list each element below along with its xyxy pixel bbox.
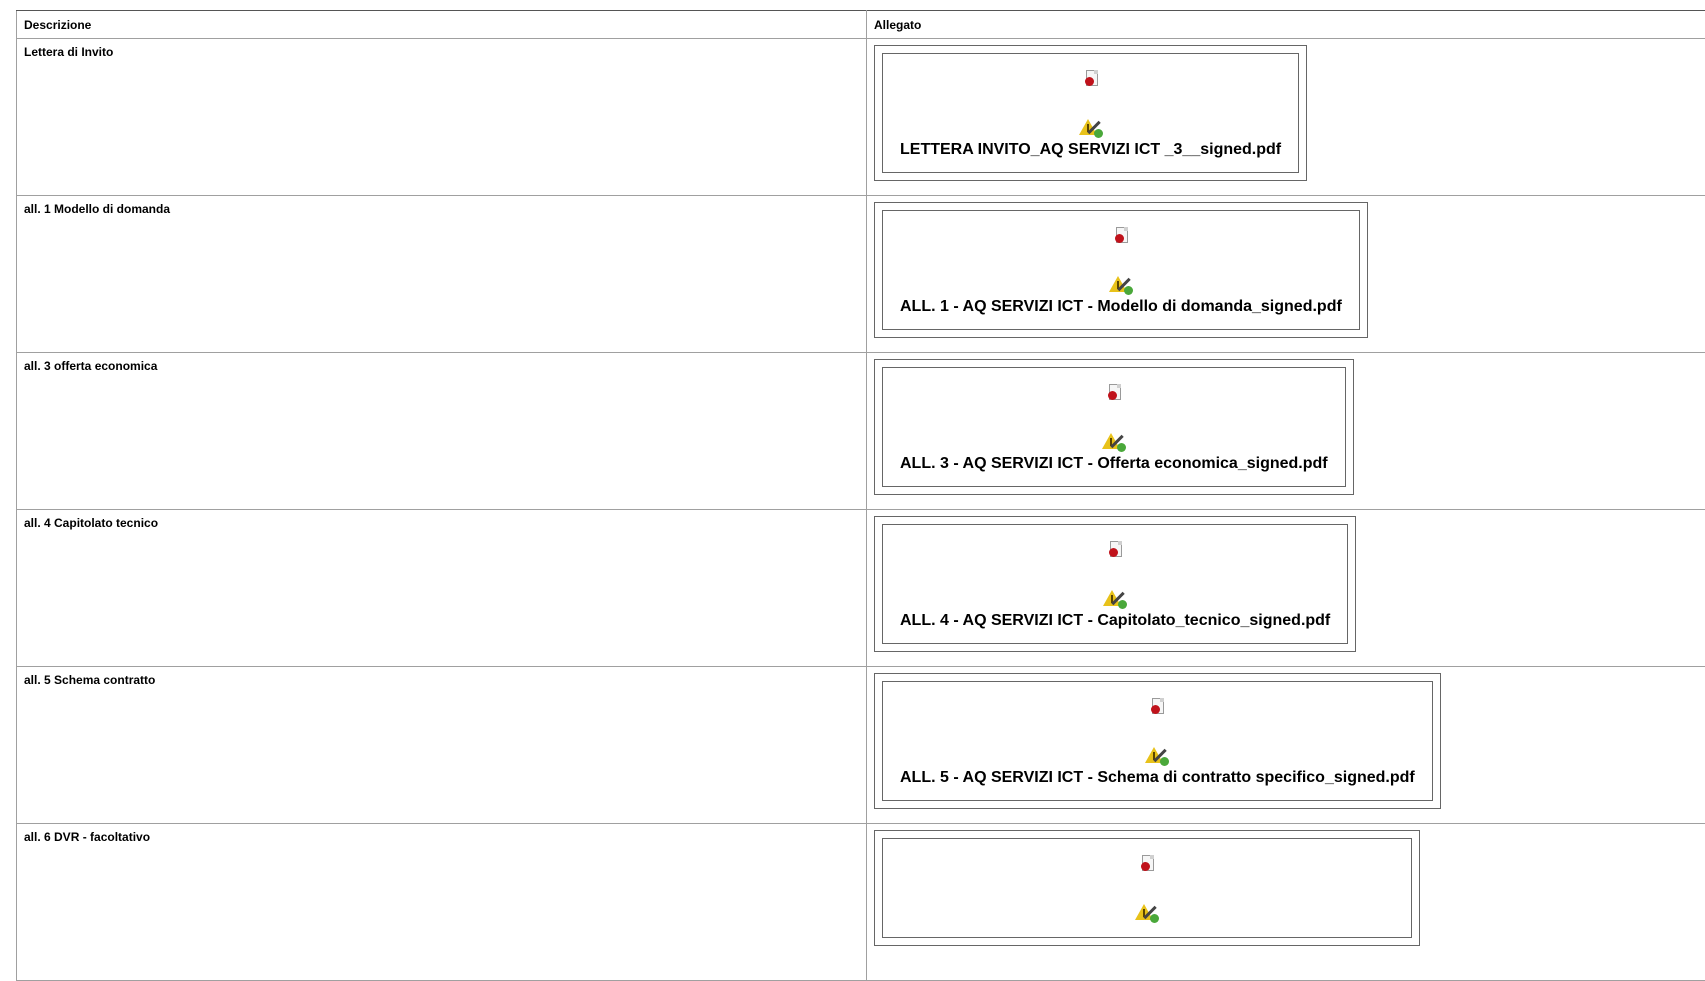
table-row xyxy=(17,667,1705,824)
attachment-cell xyxy=(867,353,1705,510)
table-row xyxy=(17,510,1705,667)
header-description: Descrizione xyxy=(17,11,867,39)
attachment-box[interactable] xyxy=(874,673,1441,809)
attachment-box[interactable] xyxy=(874,359,1354,495)
attachment-cell xyxy=(867,510,1705,667)
attachment-inner xyxy=(882,367,1346,487)
pdf-file-icon[interactable] xyxy=(1139,855,1155,873)
attachment-box[interactable] xyxy=(874,202,1368,338)
signature-warning-icon[interactable] xyxy=(1079,118,1103,138)
attachment-filename-link[interactable]: ALL. 3 - AQ SERVIZI ICT - Offerta economica_signed.pdf xyxy=(900,454,1328,474)
row-description: all. 5 Schema contratto xyxy=(17,667,867,824)
attachment-box[interactable] xyxy=(874,830,1420,946)
attachment-filename-link[interactable]: LETTERA INVITO_AQ SERVIZI ICT _3__signed.pdf xyxy=(900,140,1281,160)
row-description: all. 6 DVR - facoltativo xyxy=(17,824,867,981)
attachment-cell xyxy=(867,196,1705,353)
pdf-file-icon[interactable] xyxy=(1107,541,1123,559)
signature-warning-icon[interactable] xyxy=(1135,903,1159,923)
signature-warning-icon[interactable] xyxy=(1109,275,1133,295)
attachment-cell xyxy=(867,39,1705,196)
table-row xyxy=(17,39,1705,196)
attachment-filename-link[interactable]: ALL. 4 - AQ SERVIZI ICT - Capitolato_tecnico_signed.pdf xyxy=(900,611,1330,631)
table-row xyxy=(17,353,1705,510)
signature-warning-icon[interactable] xyxy=(1145,746,1169,766)
pdf-file-icon[interactable] xyxy=(1106,384,1122,402)
attachment-cell xyxy=(867,667,1705,824)
attachment-box[interactable] xyxy=(874,516,1356,652)
attachment-box[interactable] xyxy=(874,45,1307,181)
table-header-row xyxy=(17,11,1705,39)
attachment-inner xyxy=(882,838,1412,938)
attachment-inner xyxy=(882,524,1348,644)
attachment-inner xyxy=(882,53,1299,173)
attachments-table xyxy=(16,10,1705,981)
row-description: all. 3 offerta economica xyxy=(17,353,867,510)
table-row xyxy=(17,824,1705,981)
table-row xyxy=(17,196,1705,353)
attachments-panel xyxy=(16,10,1705,981)
attachment-cell xyxy=(867,824,1705,981)
attachment-inner xyxy=(882,210,1360,330)
attachment-inner xyxy=(882,681,1433,801)
header-attachment: Allegato xyxy=(867,11,1705,39)
pdf-file-icon[interactable] xyxy=(1113,227,1129,245)
row-description: all. 1 Modello di domanda xyxy=(17,196,867,353)
pdf-file-icon[interactable] xyxy=(1149,698,1165,716)
pdf-file-icon[interactable] xyxy=(1083,70,1099,88)
signature-warning-icon[interactable] xyxy=(1102,432,1126,452)
attachment-filename-link[interactable]: ALL. 5 - AQ SERVIZI ICT - Schema di contratto specifico_signed.pdf xyxy=(900,768,1415,788)
signature-warning-icon[interactable] xyxy=(1103,589,1127,609)
row-description: Lettera di Invito xyxy=(17,39,867,196)
attachment-filename-link[interactable]: ALL. 1 - AQ SERVIZI ICT - Modello di domanda_signed.pdf xyxy=(900,297,1342,317)
row-description: all. 4 Capitolato tecnico xyxy=(17,510,867,667)
